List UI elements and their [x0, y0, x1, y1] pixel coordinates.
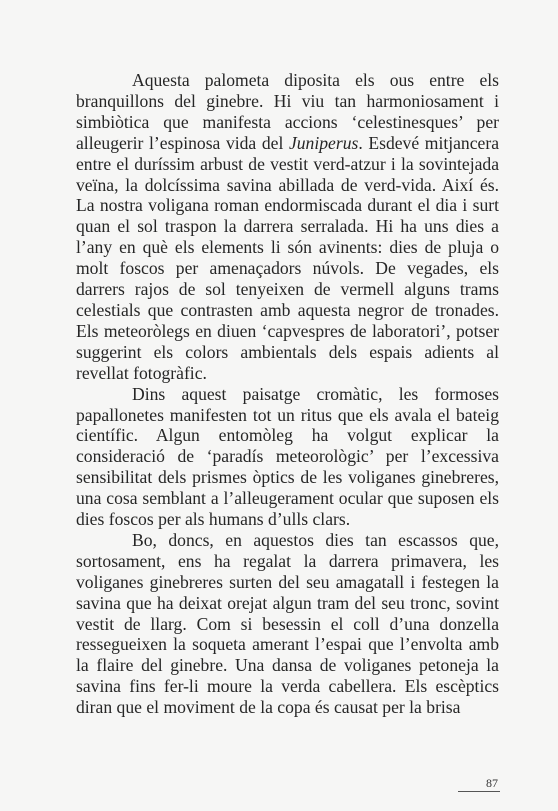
paragraph-text: Dins aquest paisatge cromàtic, les formoses papallonetes manifesten tot un ritus que els avala el bateig científic. Algun entomòleg ha volgut explicar la consideració de ‘paradís meteorològic’ per l’excessiva sensibilitat dels prismes òptics de les voliganes ginebreres, una cosa semblant a l’alleugerament ocular que suposen els dies foscos per als humans d’ulls clars. [76, 383, 499, 530]
paragraph-text: Bo, doncs, en aquestos dies tan escassos que, sortosament, ens ha regalat la darrera primavera, les voliganes ginebreres surten del seu amagatall i festegen la savina que ha deixat orejat algun tram del seu tronc, sovint vestit de llarg. Com si besessin el coll d’una donzella ressegueixen la soqueta amerant l’espai que l’envolta amb la flaire del ginebre. Una dansa de voliganes petoneja la savina fins fer-li moure la verda cabellera. Els escèptics diran que el moviment de la copa és causat per la brisa [76, 529, 499, 718]
paragraph-text: Aquesta palometa diposita els ous entre els branquillons del ginebre. Hi viu tan harmoniosament i simbiòtica que manifesta accions ‘celestinesques’ per alleugerir l’espinosa vida del [76, 70, 499, 153]
paragraph-text: . Esdevé mitjancera entre el duríssim arbust de vestit verd-atzur i la sovintejada veïna, la dolcíssima savina abillada de verd-vida. Així és. La nostra voligana roman endormiscada durant el dia i surt quan el sol traspon la darrera serralada. Hi ha uns dies a l’any en què els elements li són avinents: dies de pluja o molt foscos per amenaçadors núvols. De vegades, els darrers rajos de sol tenyeixen de vermell alguns trams celestials que contrasten amb aquesta negror de tronades. Els meteoròlegs en diuen ‘capvespres de laboratori’, potser suggerint els colors ambientals dels espais adients al revellat fotogràfic. [76, 132, 499, 383]
footer-rule [458, 791, 500, 792]
body-text [76, 70, 499, 718]
paragraph [76, 530, 499, 718]
page-number: 87 [486, 776, 498, 790]
paragraph [76, 70, 499, 384]
italic-term: Juniperus [288, 132, 359, 153]
paragraph [76, 384, 499, 530]
